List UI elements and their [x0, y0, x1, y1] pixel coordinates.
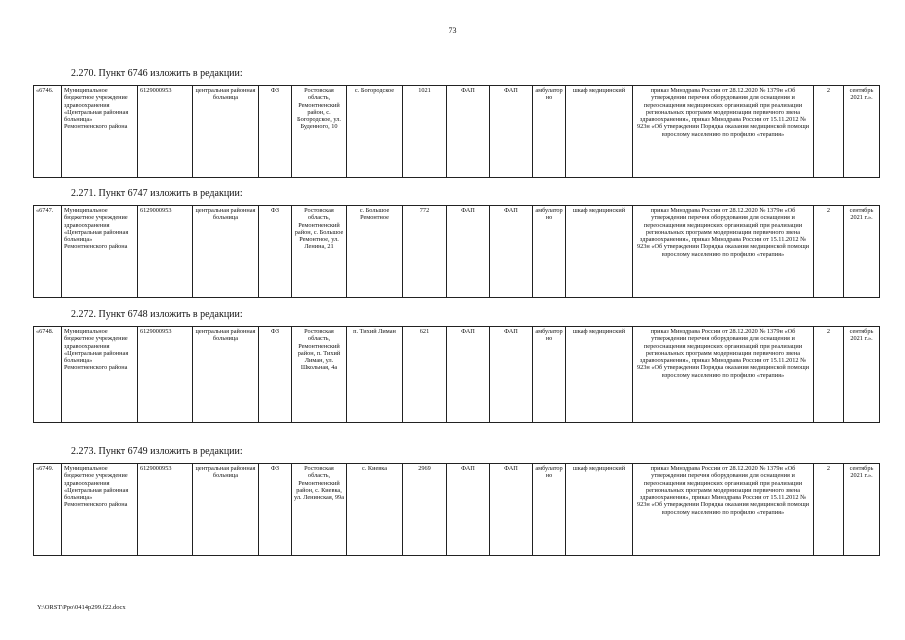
locality-cell: с. Богородское — [347, 86, 403, 178]
address-cell: Ростовская область, Ремонтненский район, с. Богородское, ул. Буденного, 10 — [292, 86, 347, 178]
institution-type-cell: центральная районная больница — [193, 464, 259, 556]
record-table — [33, 463, 880, 556]
organization-cell: Муниципальное бюджетное учреждение здравоохранения «Центральная районная больница» Ремонтненского района — [62, 86, 138, 178]
table-row — [34, 86, 880, 178]
legal-basis-cell: приказ Минздрава России от 28.12.2020 № 1379н «Об утверждении перечня оборудования для оснащения и переоснащения медицинских организаций при реализации региональных программ модернизации первичного звена здравоохранения», приказ Минздрава России от 15.11.2012 № 923н «Об утверждении Порядка оказания медицинской помощи взрослому населению по профилю «терапия» — [633, 86, 814, 178]
section-heading: 2.273. Пункт 6749 изложить в редакции: — [71, 446, 243, 457]
section-heading: 2.271. Пункт 6747 изложить в редакции: — [71, 188, 243, 199]
quantity-cell: 2 — [814, 86, 844, 178]
care-condition-cell: амбулаторно — [533, 464, 566, 556]
unit-type-cell: ФАП — [447, 206, 490, 298]
legal-basis-cell: приказ Минздрава России от 28.12.2020 № 1379н «Об утверждении перечня оборудования для оснащения и переоснащения медицинских организаций при реализации региональных программ модернизации первичного звена здравоохранения», приказ Минздрава России от 15.11.2012 № 923н «Об утверждении Порядка оказания медицинской помощи взрослому населению по профилю «терапия» — [633, 327, 814, 423]
population-cell: 772 — [403, 206, 447, 298]
organization-cell: Муниципальное бюджетное учреждение здравоохранения «Центральная районная больница» Ремонтненского района — [62, 206, 138, 298]
care-condition-cell: амбулаторно — [533, 327, 566, 423]
unit-type-cell: ФАП — [490, 86, 533, 178]
record-table — [33, 205, 880, 298]
equipment-cell: шкаф медицинский — [566, 327, 633, 423]
institution-type-cell: центральная районная больница — [193, 206, 259, 298]
legal-basis-cell: приказ Минздрава России от 28.12.2020 № 1379н «Об утверждении перечня оборудования для оснащения и переоснащения медицинских организаций при реализации региональных программ модернизации первичного звена здравоохранения», приказ Минздрава России от 15.11.2012 № 923н «Об утверждении Порядка оказания медицинской помощи взрослому населению по профилю «терапия» — [633, 464, 814, 556]
fz-cell: ФЗ — [259, 327, 292, 423]
locality-cell: с. Киевка — [347, 464, 403, 556]
unit-type-cell: ФАП — [490, 206, 533, 298]
inn-cell: 6129000953 — [138, 86, 193, 178]
population-cell: 1021 — [403, 86, 447, 178]
section-heading: 2.270. Пункт 6746 изложить в редакции: — [71, 68, 243, 79]
quantity-cell: 2 — [814, 206, 844, 298]
section-heading: 2.272. Пункт 6748 изложить в редакции: — [71, 309, 243, 320]
inn-cell: 6129000953 — [138, 327, 193, 423]
deadline-cell: сентябрь 2021 г.». — [844, 464, 880, 556]
fz-cell: ФЗ — [259, 86, 292, 178]
page-number: 73 — [448, 26, 457, 35]
item-number-cell: «6749. — [34, 464, 62, 556]
item-number-cell: «6748. — [34, 327, 62, 423]
population-cell: 2969 — [403, 464, 447, 556]
table-row — [34, 464, 880, 556]
organization-cell: Муниципальное бюджетное учреждение здравоохранения «Центральная районная больница» Ремонтненского района — [62, 464, 138, 556]
unit-type-cell: ФАП — [490, 464, 533, 556]
unit-type-cell: ФАП — [490, 327, 533, 423]
record-table — [33, 326, 880, 423]
table-row — [34, 206, 880, 298]
equipment-cell: шкаф медицинский — [566, 206, 633, 298]
care-condition-cell: амбулаторно — [533, 86, 566, 178]
institution-type-cell: центральная районная больница — [193, 327, 259, 423]
address-cell: Ростовская область, Ремонтненский район, с. Киевка, ул. Ленинская, 99а — [292, 464, 347, 556]
deadline-cell: сентябрь 2021 г.». — [844, 327, 880, 423]
inn-cell: 6129000953 — [138, 206, 193, 298]
equipment-cell: шкаф медицинский — [566, 464, 633, 556]
deadline-cell: сентябрь 2021 г.». — [844, 206, 880, 298]
item-number-cell: «6747. — [34, 206, 62, 298]
inn-cell: 6129000953 — [138, 464, 193, 556]
footer-file-path: Y:\ORST\Ppo\0414p299.f22.docx — [37, 604, 126, 611]
population-cell: 621 — [403, 327, 447, 423]
address-cell: Ростовская область, Ремонтненский район, п. Тихий Лиман, ул. Школьная, 4а — [292, 327, 347, 423]
organization-cell: Муниципальное бюджетное учреждение здравоохранения «Центральная районная больница» Ремонтненского района — [62, 327, 138, 423]
equipment-cell: шкаф медицинский — [566, 86, 633, 178]
item-number-cell: «6746. — [34, 86, 62, 178]
care-condition-cell: амбулаторно — [533, 206, 566, 298]
quantity-cell: 2 — [814, 464, 844, 556]
table-row — [34, 327, 880, 423]
locality-cell: с. Большое Ремонтное — [347, 206, 403, 298]
deadline-cell: сентябрь 2021 г.». — [844, 86, 880, 178]
unit-type-cell: ФАП — [447, 464, 490, 556]
institution-type-cell: центральная районная больница — [193, 86, 259, 178]
quantity-cell: 2 — [814, 327, 844, 423]
record-table — [33, 85, 880, 178]
unit-type-cell: ФАП — [447, 327, 490, 423]
address-cell: Ростовская область, Ремонтненский район, с. Большое Ремонтное, ул. Ленина, 21 — [292, 206, 347, 298]
fz-cell: ФЗ — [259, 464, 292, 556]
unit-type-cell: ФАП — [447, 86, 490, 178]
locality-cell: п. Тихий Лиман — [347, 327, 403, 423]
legal-basis-cell: приказ Минздрава России от 28.12.2020 № 1379н «Об утверждении перечня оборудования для оснащения и переоснащения медицинских организаций при реализации региональных программ модернизации первичного звена здравоохранения», приказ Минздрава России от 15.11.2012 № 923н «Об утверждении Порядка оказания медицинской помощи взрослому населению по профилю «терапия» — [633, 206, 814, 298]
fz-cell: ФЗ — [259, 206, 292, 298]
